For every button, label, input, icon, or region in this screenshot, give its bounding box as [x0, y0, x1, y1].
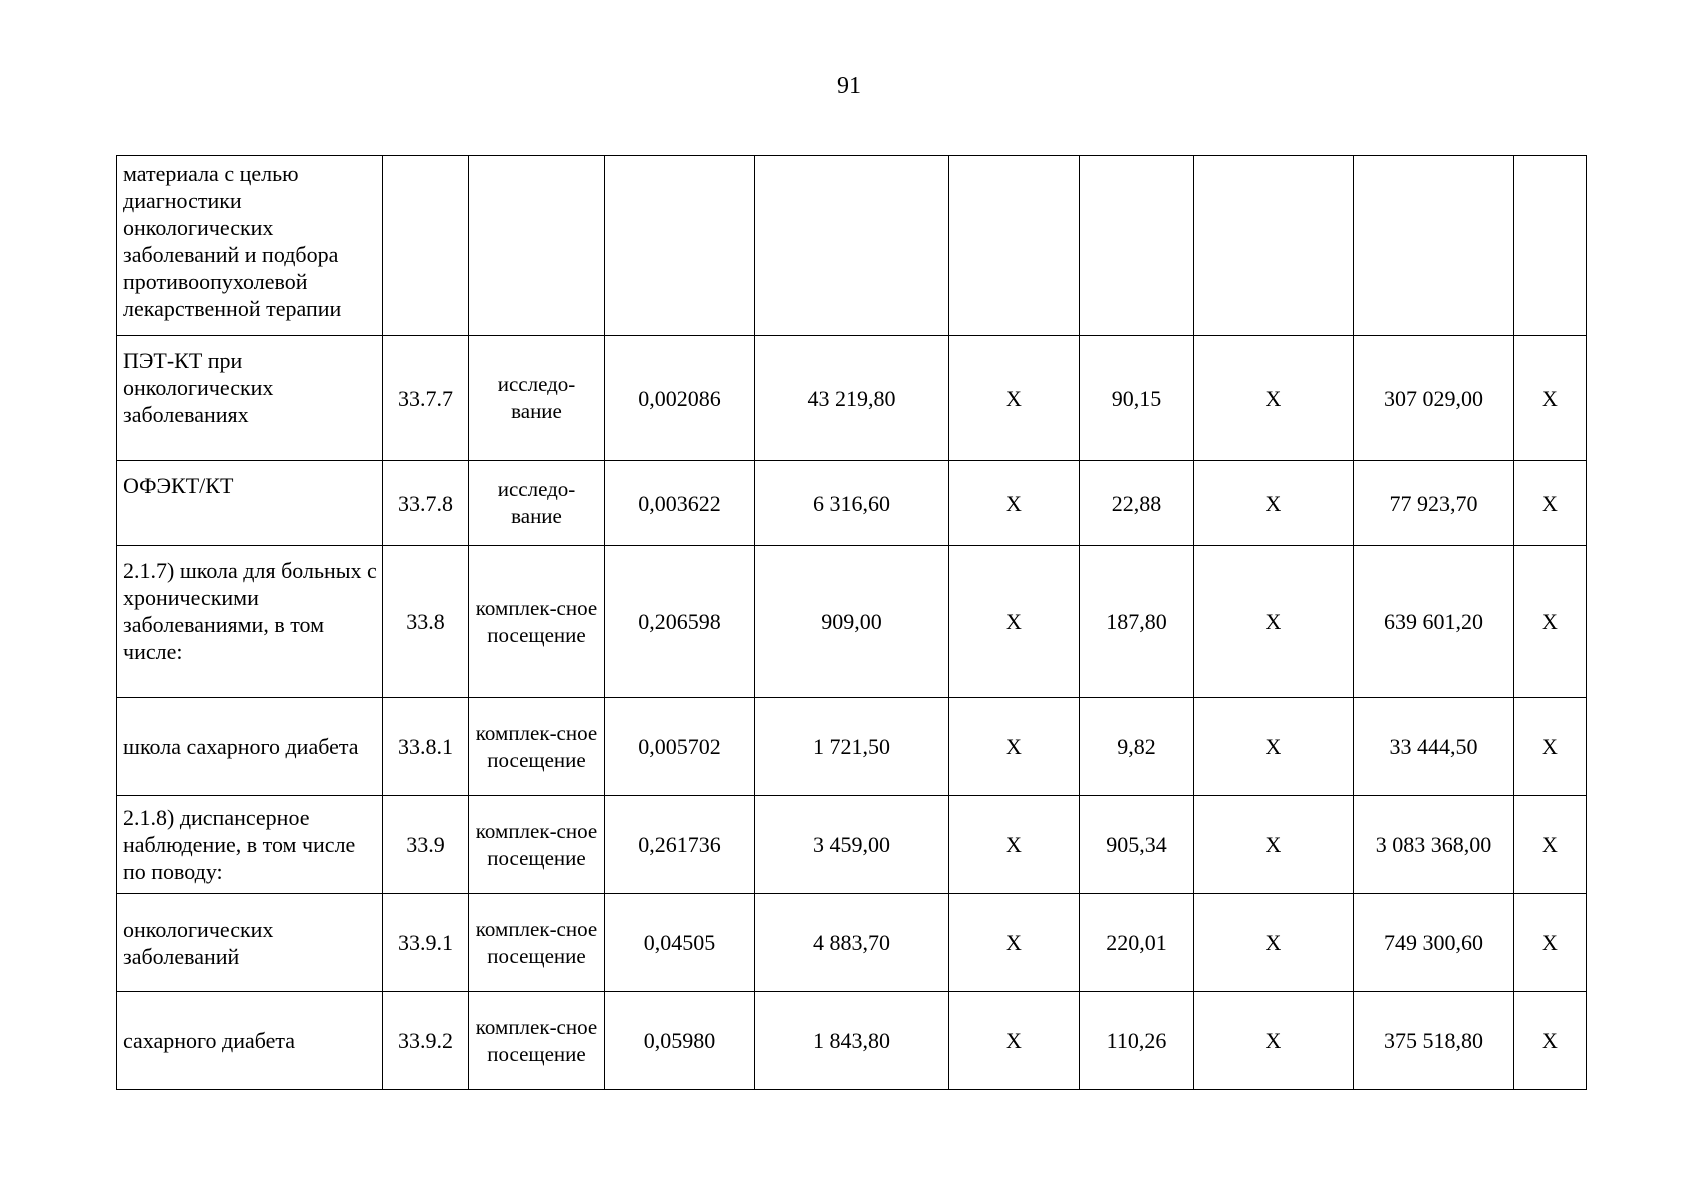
- row-col7-cell: 220,01: [1080, 894, 1194, 992]
- row-col7-cell: [1080, 156, 1194, 336]
- row-norm-cell: 0,003622: [605, 461, 755, 546]
- table-row: [117, 336, 1587, 461]
- table-row: [117, 894, 1587, 992]
- row-col9-cell: [1354, 156, 1514, 336]
- row-col9-cell: 77 923,70: [1354, 461, 1514, 546]
- row-unit-cell: комплек-сное посещение: [469, 546, 605, 698]
- row-col7-cell: 905,34: [1080, 796, 1194, 894]
- row-col8-cell: X: [1194, 546, 1354, 698]
- row-col10-cell: X: [1514, 796, 1587, 894]
- row-unit-cell: исследо-вание: [469, 461, 605, 546]
- row-name-cell: материала с целью диагностики онкологических заболеваний и подбора противоопухолевой лекарственной терапии: [117, 156, 383, 336]
- row-code-cell: 33.9.1: [383, 894, 469, 992]
- row-name-cell: сахарного диабета: [117, 992, 383, 1090]
- row-name-cell: онкологических заболеваний: [117, 894, 383, 992]
- row-col6-cell: [949, 156, 1080, 336]
- row-col7-cell: 9,82: [1080, 698, 1194, 796]
- table-row: [117, 796, 1587, 894]
- table-row: [117, 992, 1587, 1090]
- row-col9-cell: 749 300,60: [1354, 894, 1514, 992]
- row-code-cell: 33.9: [383, 796, 469, 894]
- row-col10-cell: X: [1514, 992, 1587, 1090]
- row-cost-cell: [755, 156, 949, 336]
- row-name-cell: ПЭТ-КТ при онкологических заболеваниях: [117, 336, 383, 461]
- row-col7-cell: 110,26: [1080, 992, 1194, 1090]
- row-unit-cell: комплек-сное посещение: [469, 992, 605, 1090]
- page-number: 91: [837, 73, 861, 99]
- row-col9-cell: 639 601,20: [1354, 546, 1514, 698]
- row-norm-cell: 0,005702: [605, 698, 755, 796]
- row-col8-cell: [1194, 156, 1354, 336]
- row-col8-cell: X: [1194, 796, 1354, 894]
- row-col8-cell: X: [1194, 698, 1354, 796]
- row-code-cell: 33.7.7: [383, 336, 469, 461]
- row-col8-cell: X: [1194, 336, 1354, 461]
- row-unit-cell: [469, 156, 605, 336]
- row-code-cell: 33.8: [383, 546, 469, 698]
- row-col8-cell: X: [1194, 894, 1354, 992]
- table-row: [117, 546, 1587, 698]
- row-col7-cell: 22,88: [1080, 461, 1194, 546]
- row-norm-cell: 0,04505: [605, 894, 755, 992]
- row-col10-cell: [1514, 156, 1587, 336]
- row-unit-cell: комплек-сное посещение: [469, 698, 605, 796]
- row-col9-cell: 307 029,00: [1354, 336, 1514, 461]
- row-col6-cell: X: [949, 894, 1080, 992]
- row-name-cell: 2.1.8) диспансерное наблюдение, в том числе по поводу:: [117, 796, 383, 894]
- row-col10-cell: X: [1514, 336, 1587, 461]
- row-col6-cell: X: [949, 546, 1080, 698]
- row-cost-cell: 43 219,80: [755, 336, 949, 461]
- row-cost-cell: 909,00: [755, 546, 949, 698]
- row-col6-cell: X: [949, 796, 1080, 894]
- row-col7-cell: 187,80: [1080, 546, 1194, 698]
- row-cost-cell: 6 316,60: [755, 461, 949, 546]
- row-norm-cell: 0,002086: [605, 336, 755, 461]
- row-unit-cell: исследо-вание: [469, 336, 605, 461]
- norms-table: [116, 155, 1587, 1090]
- row-norm-cell: 0,05980: [605, 992, 755, 1090]
- row-code-cell: 33.7.8: [383, 461, 469, 546]
- row-col10-cell: X: [1514, 698, 1587, 796]
- row-col9-cell: 375 518,80: [1354, 992, 1514, 1090]
- row-norm-cell: 0,261736: [605, 796, 755, 894]
- row-cost-cell: 1 721,50: [755, 698, 949, 796]
- row-unit-cell: комплек-сное посещение: [469, 894, 605, 992]
- row-norm-cell: [605, 156, 755, 336]
- row-name-cell: школа сахарного диабета: [117, 698, 383, 796]
- row-col6-cell: X: [949, 461, 1080, 546]
- row-col8-cell: X: [1194, 992, 1354, 1090]
- row-col10-cell: X: [1514, 894, 1587, 992]
- row-cost-cell: 1 843,80: [755, 992, 949, 1090]
- row-col9-cell: 33 444,50: [1354, 698, 1514, 796]
- row-cost-cell: 4 883,70: [755, 894, 949, 992]
- table-row: [117, 461, 1587, 546]
- row-unit-cell: комплек-сное посещение: [469, 796, 605, 894]
- row-col9-cell: 3 083 368,00: [1354, 796, 1514, 894]
- row-code-cell: 33.9.2: [383, 992, 469, 1090]
- row-col6-cell: X: [949, 336, 1080, 461]
- row-norm-cell: 0,206598: [605, 546, 755, 698]
- row-name-cell: 2.1.7) школа для больных с хроническими заболеваниями, в том числе:: [117, 546, 383, 698]
- row-cost-cell: 3 459,00: [755, 796, 949, 894]
- row-col6-cell: X: [949, 992, 1080, 1090]
- row-code-cell: [383, 156, 469, 336]
- row-col6-cell: X: [949, 698, 1080, 796]
- row-col10-cell: X: [1514, 461, 1587, 546]
- row-col8-cell: X: [1194, 461, 1354, 546]
- row-col10-cell: X: [1514, 546, 1587, 698]
- row-code-cell: 33.8.1: [383, 698, 469, 796]
- table-row: [117, 156, 1587, 336]
- row-col7-cell: 90,15: [1080, 336, 1194, 461]
- row-name-cell: ОФЭКТ/КТ: [117, 461, 383, 546]
- table-row: [117, 698, 1587, 796]
